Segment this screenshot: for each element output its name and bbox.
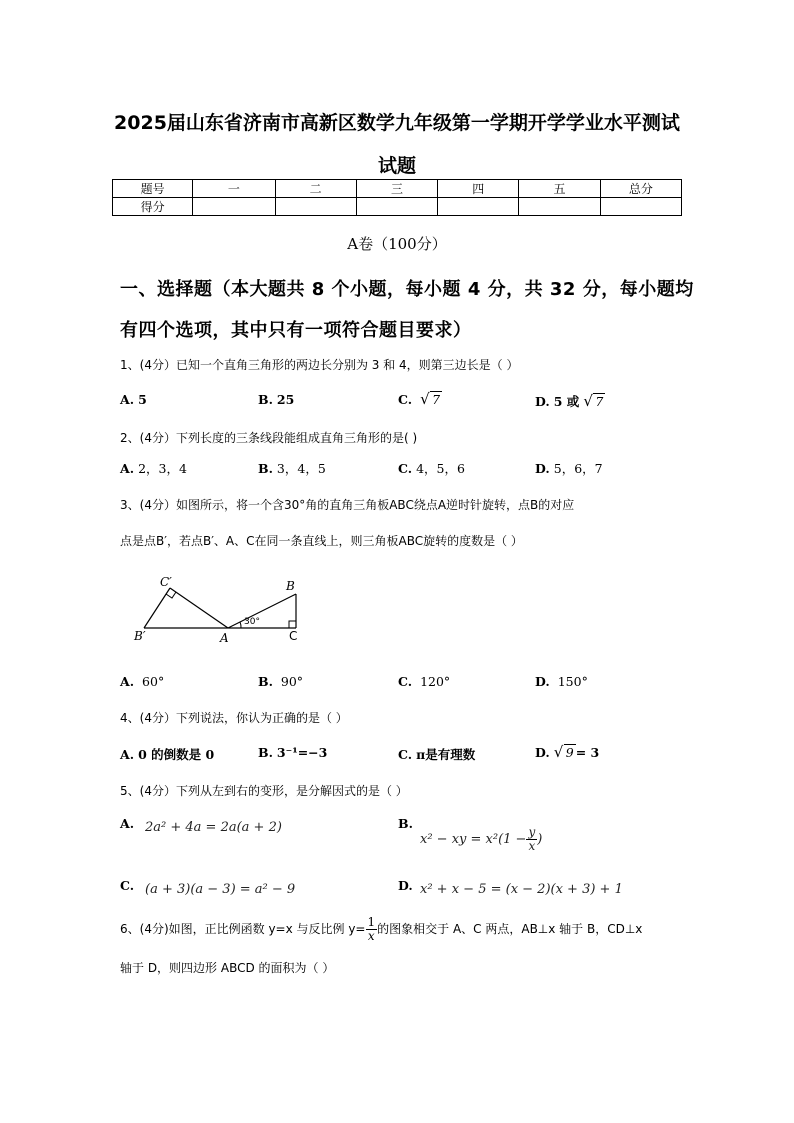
table-cell: 一 (193, 180, 275, 198)
question-3-stem: 3、(4分）如图所示，将一个含30°角的直角三角板ABC绕点A逆时针旋转，点B的对应 (120, 498, 575, 512)
q1-option-b[interactable]: B. 25 (258, 392, 295, 407)
q3-option-a[interactable]: A. 60° (120, 674, 165, 689)
q1-option-a[interactable]: A. 5 (120, 392, 147, 407)
angle-label: 30° (244, 617, 260, 627)
question-5-stem: 5、(4分）下列从左到右的变形，是分解因式的是（ ） (120, 784, 408, 798)
section-heading-line2: 有四个选项，其中只有一项符合题目要求） (120, 320, 472, 341)
q5-option-c[interactable]: C. (120, 878, 135, 893)
table-cell: 二 (275, 180, 356, 198)
label-a: A (220, 631, 229, 645)
table-cell: 五 (519, 180, 600, 198)
question-3-stem-line2: 点是点B′，若点B′、A、C在同一条直线上，则三角板ABC旋转的度数是（ ） (120, 534, 523, 548)
fraction: $\frac{1}{x}$ (367, 915, 376, 943)
sqrt-symbol: √ 9 (554, 745, 576, 760)
sqrt-symbol: √ 7 (583, 394, 605, 409)
page-title-line2: 试题 (377, 155, 416, 177)
q5-option-c-expression: (a + 3)(a − 3) = a² − 9 (145, 882, 296, 897)
q5-option-a-expression: 2a² + 4a = 2a(a + 2) (145, 820, 282, 835)
q2-option-b[interactable]: B. 3，4，5 (258, 461, 326, 476)
volume-heading: A卷（100分） (347, 235, 447, 253)
q5-option-d-expression: x² + x − 5 = (x − 2)(x + 3) + 1 (420, 882, 623, 897)
fraction: $\frac{y}{x}$ (528, 825, 536, 853)
score-table (112, 179, 682, 216)
table-cell: 题号 (113, 180, 193, 198)
q2-option-a[interactable]: A. 2，3，4 (120, 461, 187, 476)
q2-option-c[interactable]: C. 4，5，6 (398, 461, 465, 476)
question-6-stem-line2: 轴于 D，则四边形 ABCD 的面积为（ ） (120, 961, 335, 975)
section-heading: 一、选择题（本大题共 8 个小题，每小题 4 分，共 32 分，每小题均 (120, 279, 694, 300)
q3-option-b[interactable]: B. 90° (258, 674, 304, 689)
q5-option-b[interactable]: B. (398, 816, 413, 831)
question-1-stem: 1、(4分）已知一个直角三角形的两边长分别为 3 和 4，则第三边长是（ ） (120, 358, 519, 372)
page-title: 2025届山东省济南市高新区数学九年级第一学期开学学业水平测试 (114, 112, 680, 134)
label-c: C (289, 629, 298, 643)
q1-option-c[interactable]: C. √ 7 (398, 392, 442, 407)
question-6-stem: 6、(4分)如图，正比例函数 y=x 与反比例 y= $\frac{1}{x}$ 的图象相交于 A、C 两点，AB⊥x 轴于 B，CD⊥x (120, 915, 643, 943)
score-input-cell[interactable] (438, 198, 519, 216)
score-input-cell[interactable] (519, 198, 600, 216)
q4-option-b[interactable]: B. 3⁻¹=−3 (258, 745, 328, 760)
score-input-cell[interactable] (356, 198, 437, 216)
score-input-cell[interactable] (600, 198, 681, 216)
rotation-figure (126, 572, 316, 650)
question-2-stem: 2、(4分）下列长度的三条线段能组成直角三角形的是( ) (120, 431, 418, 445)
q3-option-c[interactable]: C. 120° (398, 674, 451, 689)
q1-option-d[interactable]: D. 5 或√ 7 (535, 392, 605, 410)
score-table-header-row (113, 180, 682, 198)
score-input-cell[interactable] (275, 198, 356, 216)
q5-option-a[interactable]: A. (120, 816, 135, 831)
score-table-row (113, 198, 682, 216)
q4-option-c[interactable]: C. π是有理数 (398, 747, 476, 762)
label-b-prime: B′ (134, 629, 146, 643)
table-cell: 得分 (113, 198, 193, 216)
q4-option-a[interactable]: A. 0 的倒数是 0 (120, 747, 215, 762)
q4-option-d[interactable]: D.√ 9 = 3 (535, 745, 603, 760)
q3-option-d[interactable]: D. 150° (535, 674, 588, 689)
sqrt-symbol: √ 7 (420, 392, 442, 407)
table-cell: 三 (356, 180, 437, 198)
q5-option-d[interactable]: D. (398, 878, 413, 893)
question-4-stem: 4、(4分）下列说法，你认为正确的是（ ） (120, 711, 348, 725)
table-cell: 四 (438, 180, 519, 198)
label-c-prime: C′ (160, 575, 172, 589)
q2-option-d[interactable]: D. 5，6，7 (535, 461, 603, 476)
table-cell: 总分 (600, 180, 681, 198)
score-input-cell[interactable] (193, 198, 275, 216)
q5-option-b-expression: x² − xy = x²(1 − $\frac{y}{x}$ ) (420, 825, 543, 853)
label-b: B (286, 579, 295, 593)
